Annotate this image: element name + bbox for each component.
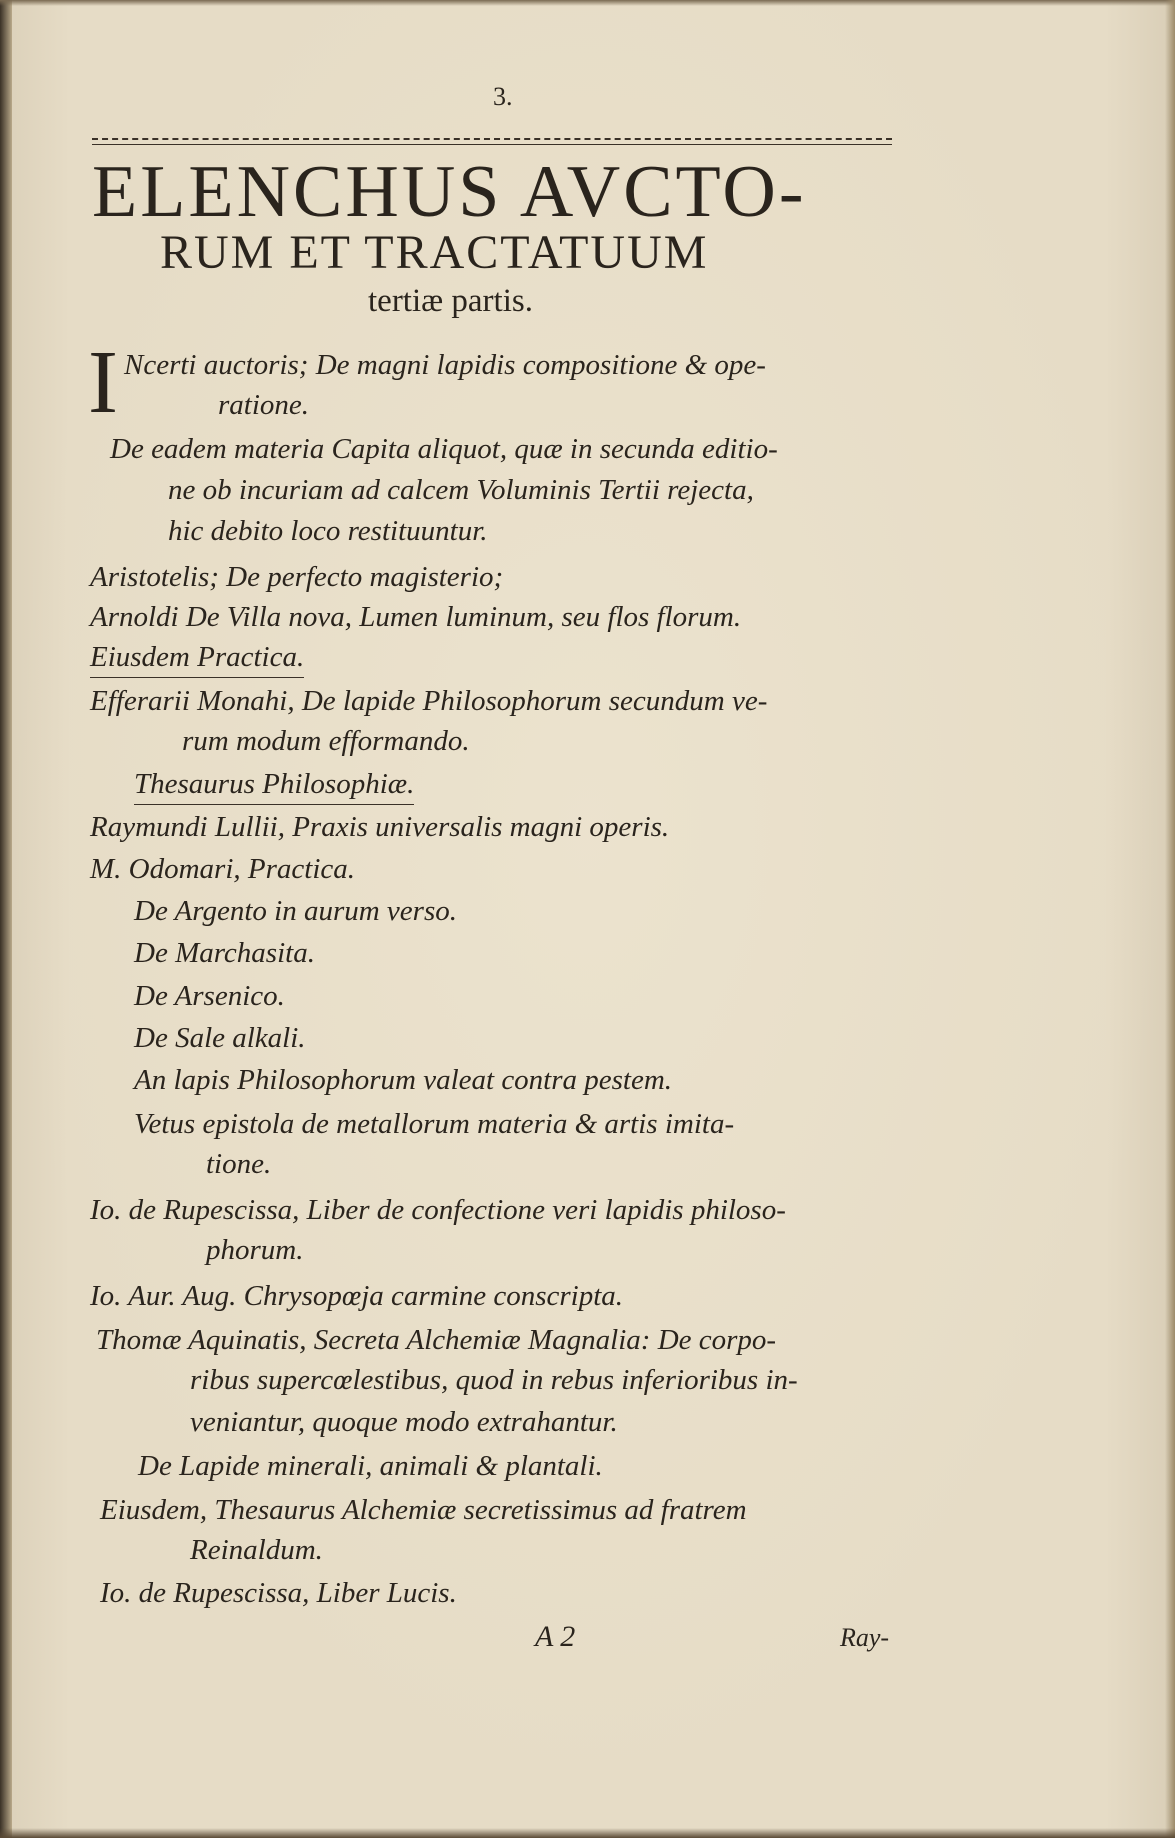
- list-item: Io. de Rupescissa, Liber de confectione veri lapidis philoso-: [90, 1194, 786, 1226]
- list-item: Thesaurus Philosophiæ.: [134, 764, 414, 805]
- list-item: De Marchasita.: [134, 937, 315, 969]
- list-item: De Arsenico.: [134, 980, 285, 1012]
- list-item: De eadem materia Capita aliquot, quæ in secunda editio-: [110, 433, 778, 465]
- list-item: rum modum efformando.: [182, 725, 470, 757]
- list-item: Thomæ Aquinatis, Secreta Alchemiæ Magnalia: De corpo-: [96, 1324, 777, 1356]
- list-item: Ncerti auctoris; De magni lapidis compositione & ope-: [124, 349, 766, 381]
- list-item: hic debito loco restituuntur.: [168, 515, 488, 547]
- subtitle: tertiæ partis.: [368, 283, 533, 319]
- list-item: Aristotelis; De perfecto magisterio;: [90, 561, 504, 593]
- list-item: ratione.: [218, 389, 310, 421]
- signature-mark: A 2: [535, 1620, 576, 1653]
- list-item: phorum.: [206, 1234, 304, 1266]
- list-item: ne ob incuriam ad calcem Voluminis Tertii rejecta,: [168, 474, 754, 506]
- list-item: veniantur, quoque modo extrahantur.: [190, 1406, 618, 1438]
- list-item: Reinaldum.: [190, 1534, 323, 1566]
- title-line-2: RUM ET TRACTATUUM: [160, 226, 709, 279]
- list-item: De Argento in aurum verso.: [134, 895, 457, 927]
- list-item: ribus supercœlestibus, quod in rebus inferioribus in-: [190, 1364, 798, 1396]
- catchword: Ray-: [840, 1623, 890, 1652]
- list-item: Arnoldi De Villa nova, Lumen luminum, seu flos florum.: [90, 601, 742, 633]
- list-item: Efferarii Monahi, De lapide Philosophorum secundum ve-: [90, 685, 768, 717]
- list-item: M. Odomari, Practica.: [90, 853, 355, 885]
- drop-cap: I: [88, 333, 118, 432]
- list-item: tione.: [206, 1148, 272, 1180]
- list-item: De Lapide minerali, animali & plantali.: [138, 1450, 603, 1482]
- list-item: Io. de Rupescissa, Liber Lucis.: [100, 1577, 457, 1609]
- list-item: Raymundi Lullii, Praxis universalis magni operis.: [90, 811, 670, 843]
- list-item: De Sale alkali.: [134, 1022, 306, 1054]
- title-line-1: ELENCHUS AVCTO-: [92, 151, 807, 233]
- list-item: An lapis Philosophorum valeat contra pestem.: [134, 1064, 673, 1096]
- list-item: Vetus epistola de metallorum materia & artis imita-: [134, 1108, 735, 1140]
- page-number: 3.: [493, 82, 513, 111]
- list-item: Eiusdem Practica.: [90, 637, 304, 678]
- list-item: Eiusdem, Thesaurus Alchemiæ secretissimus ad fratrem: [100, 1494, 747, 1526]
- list-item: Io. Aur. Aug. Chrysopœja carmine conscripta.: [90, 1280, 624, 1312]
